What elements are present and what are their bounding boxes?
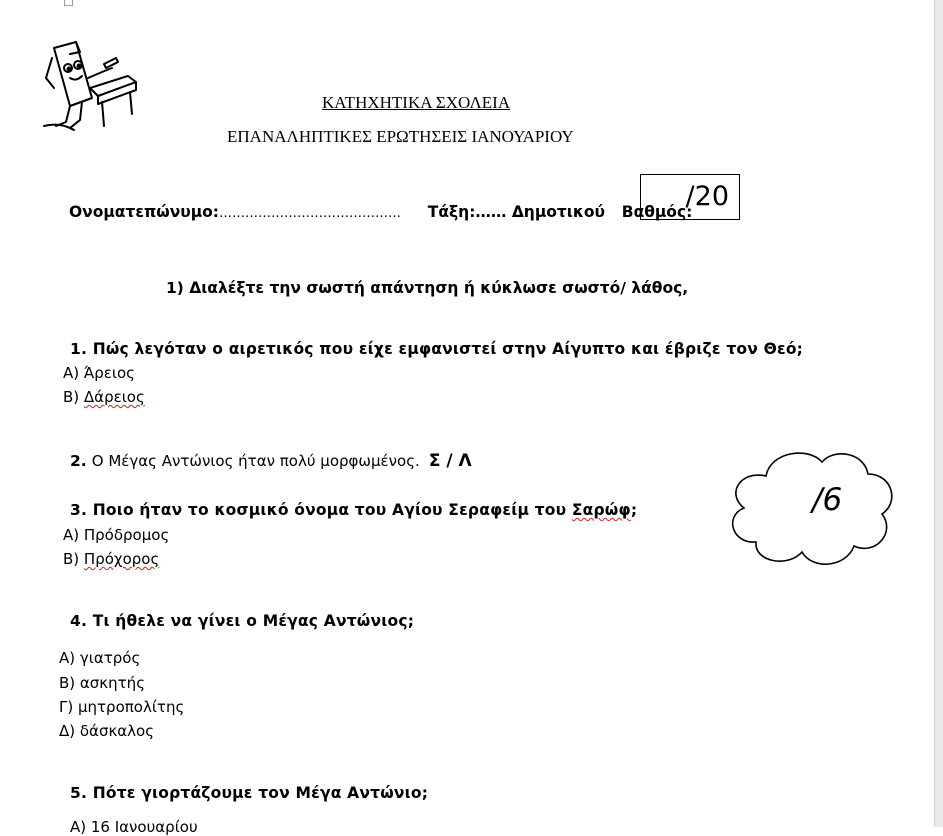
question-4-option-b: Β) ασκητής	[59, 674, 145, 692]
true-false-choice: Σ / Λ	[428, 451, 472, 471]
name-blank: ……………………………………	[218, 206, 401, 221]
class-label: Τάξη:……	[427, 203, 507, 221]
grade-total: /20	[685, 181, 729, 212]
question-2: 2. Ο Μέγας Αντώνιος ήταν πολύ μορφωμένος. Σ / Λ	[70, 451, 472, 471]
question-4-option-c: Γ) μητροπολίτης	[59, 698, 185, 716]
question-4-option-a: Α) γιατρός	[59, 649, 141, 667]
section-instruction: 1) Διαλέξτε την σωστή απάντηση ή κύκλωσε σωστό/ λάθος,	[166, 279, 689, 297]
question-4: 4. Τι ήθελε να γίνει ο Μέγας Αντώνιος;	[70, 612, 415, 630]
question-3: 3. Ποιο ήταν το κοσμικό όνομα του Αγίου Σεραφείμ του Σαρώφ;	[70, 501, 638, 519]
question-1: 1. Πώς λεγόταν ο αιρετικός που είχε εμφανιστεί στην Αίγυπτο και έβριζε τον Θεό;	[70, 340, 804, 358]
page-subtitle: ΕΠΑΝΑΛΗΠΤΙΚΕΣ ΕΡΩΤΗΣΕΙΣ ΙΑΝΟΥΑΡΙΟΥ	[227, 127, 574, 146]
page-edge	[934, 0, 943, 827]
grade-box	[640, 174, 740, 220]
question-5-option-a: Α) 16 Ιανουαρίου	[70, 818, 198, 836]
student-info-line	[69, 203, 692, 221]
question-3-option-b: Β) Πρόχορος	[63, 550, 160, 568]
question-3-option-a: Α) Πρόδρομος	[63, 526, 170, 544]
cartoon-paper-writing-at-desk-icon	[40, 38, 140, 134]
text-boundary-marker	[64, 0, 73, 6]
name-label: Ονοματεπώνυμο:	[69, 203, 219, 221]
question-5: 5. Πότε γιορτάζουμε τον Μέγα Αντώνιο;	[70, 784, 429, 802]
cloud-score: /6	[812, 482, 843, 518]
page-title: ΚΑΤΗΧΗΤΙΚΑ ΣΧΟΛΕΙΑ	[322, 93, 511, 112]
question-1-option-b: Β) Δάρειος	[63, 388, 145, 406]
question-1-option-a: Α) Άρειος	[63, 364, 135, 382]
grade-label: Βαθμός:	[621, 203, 693, 221]
question-4-option-d: Δ) δάσκαλος	[59, 722, 155, 740]
class-suffix: Δημοτικού	[511, 203, 605, 221]
